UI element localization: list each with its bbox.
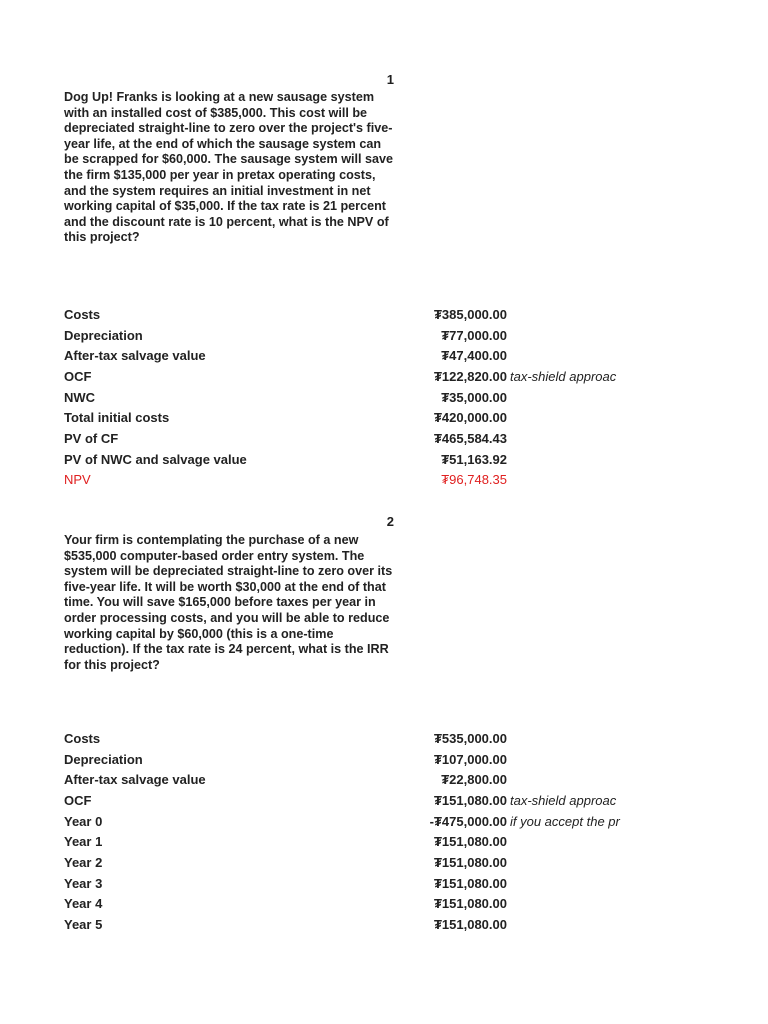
row-value: ₮151,080.00 bbox=[433, 855, 507, 870]
table-row bbox=[0, 369, 768, 389]
row-value: ₮51,163.92 bbox=[441, 452, 507, 467]
table-row bbox=[0, 390, 768, 410]
npv-value: ₮96,748.35 bbox=[441, 472, 507, 487]
row-value: ₮151,080.00 bbox=[433, 917, 507, 932]
table-row bbox=[0, 307, 768, 327]
table-row bbox=[0, 814, 768, 834]
row-label: Year 0 bbox=[64, 814, 103, 829]
row-label: Year 3 bbox=[64, 876, 103, 891]
table-row bbox=[0, 876, 768, 896]
npv-row bbox=[0, 472, 768, 492]
table-row bbox=[0, 772, 768, 792]
table-row bbox=[0, 834, 768, 854]
row-note: tax-shield approac bbox=[510, 793, 617, 808]
row-label: Depreciation bbox=[64, 752, 143, 767]
table-row bbox=[0, 410, 768, 430]
row-label: Total initial costs bbox=[64, 410, 170, 425]
row-value: ₮35,000.00 bbox=[441, 390, 507, 405]
row-label: After-tax salvage value bbox=[64, 348, 206, 363]
problem-2-number: 2 bbox=[386, 514, 394, 529]
problem-1-question: Dog Up! Franks is looking at a new sausage system with an installed cost of $385,000. This cost will be depreciated straight-line to zero over the project's five-year life, at the end of which the sausage system can be scrapped for $60,000. The sausage system will save the firm $135,000 per year in pretax operating costs, and the system requires an initial investment in net working capital of $35,000. If the tax rate is 21 percent and the discount rate is 10 percent, what is the NPV of this project? bbox=[64, 90, 394, 245]
row-value: ₮465,584.43 bbox=[433, 431, 507, 446]
row-value: ₮77,000.00 bbox=[441, 328, 507, 343]
table-row bbox=[0, 896, 768, 916]
table-row bbox=[0, 431, 768, 451]
table-row bbox=[0, 452, 768, 472]
row-value: ₮535,000.00 bbox=[433, 731, 507, 746]
row-value: ₮47,400.00 bbox=[441, 348, 507, 363]
row-label: NWC bbox=[64, 390, 96, 405]
row-value: ₮107,000.00 bbox=[433, 752, 507, 767]
row-label: PV of NWC and salvage value bbox=[64, 452, 247, 467]
row-label: Year 5 bbox=[64, 917, 103, 932]
row-value: ₮151,080.00 bbox=[433, 834, 507, 849]
row-value: ₮420,000.00 bbox=[433, 410, 507, 425]
row-label: Depreciation bbox=[64, 328, 143, 343]
row-value: ₮151,080.00 bbox=[433, 876, 507, 891]
row-label: PV of CF bbox=[64, 431, 119, 446]
row-label: OCF bbox=[64, 793, 92, 808]
row-value: ₮151,080.00 bbox=[433, 896, 507, 911]
row-label: Year 2 bbox=[64, 855, 103, 870]
row-label: Year 4 bbox=[64, 896, 103, 911]
row-value: ₮122,820.00 bbox=[433, 369, 507, 384]
table-row bbox=[0, 752, 768, 772]
table-row bbox=[0, 348, 768, 368]
row-value: ₮22,800.00 bbox=[441, 772, 507, 787]
table-row bbox=[0, 731, 768, 751]
row-label: After-tax salvage value bbox=[64, 772, 206, 787]
row-label: Costs bbox=[64, 731, 101, 746]
row-label: Year 1 bbox=[64, 834, 103, 849]
table-row bbox=[0, 917, 768, 937]
table-row bbox=[0, 855, 768, 875]
problem-1-number: 1 bbox=[386, 72, 394, 87]
row-value: -₮475,000.00 bbox=[429, 814, 507, 829]
row-note: if you accept the pr bbox=[510, 814, 620, 829]
row-label: OCF bbox=[64, 369, 92, 384]
row-value: ₮385,000.00 bbox=[433, 307, 507, 322]
npv-label: NPV bbox=[64, 472, 91, 487]
row-label: Costs bbox=[64, 307, 101, 322]
problem-2-question: Your firm is contemplating the purchase of a new $535,000 computer-based order entry system. The system will be depreciated straight-line to zero over its five-year life. It will be worth $30,000 at the end of that time. You will save $165,000 before taxes per year in order processing costs, and you will be able to reduce working capital by $60,000 (this is a one-time reduction). If the tax rate is 24 percent, what is the IRR for this project? bbox=[64, 533, 393, 672]
table-row bbox=[0, 328, 768, 348]
row-value: ₮151,080.00 bbox=[433, 793, 507, 808]
table-row bbox=[0, 793, 768, 813]
row-note: tax-shield approac bbox=[510, 369, 617, 384]
